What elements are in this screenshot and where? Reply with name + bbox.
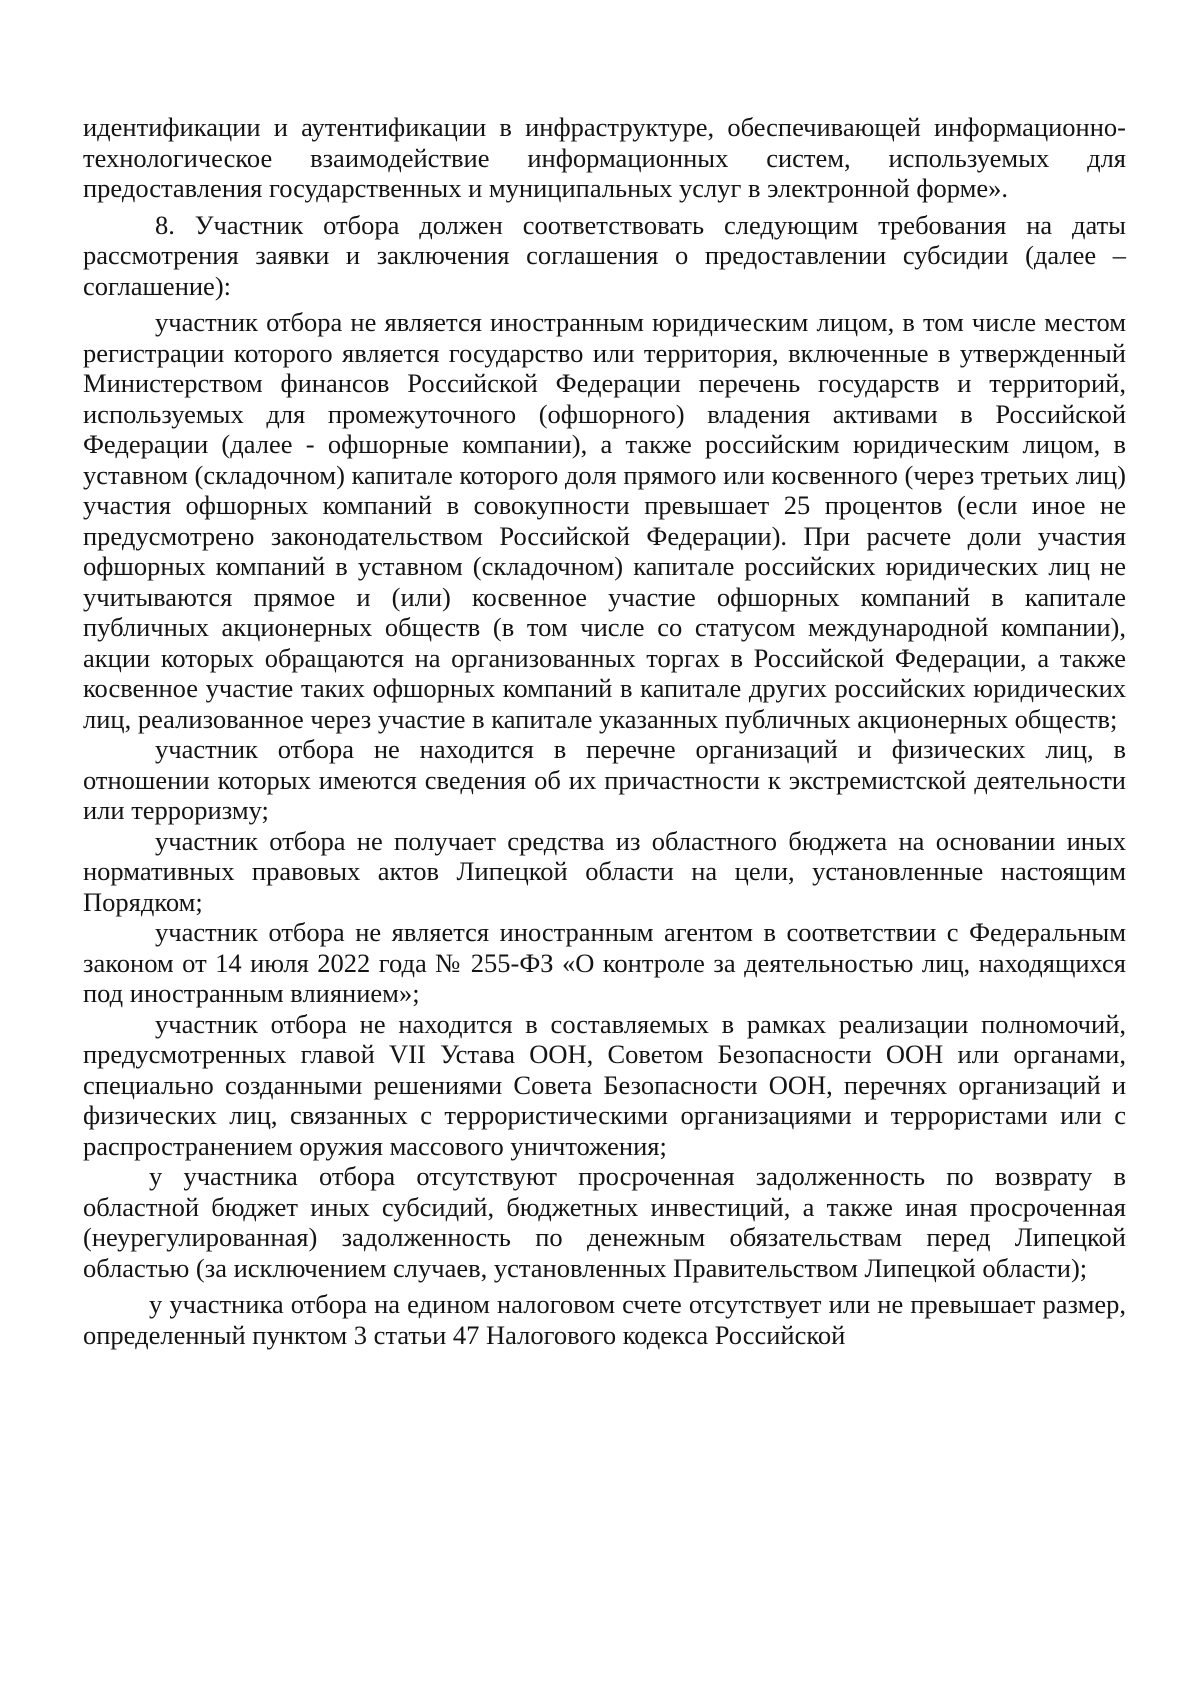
- paragraph-budget-requirement: участник отбора не получает средства из областного бюджета на основании иных нормативных правовых актов Липецкой области на цели, установленные настоящим Порядком;: [83, 825, 1126, 917]
- paragraph-un-list-requirement: участник отбора не находится в составляемых в рамках реализации полномочий, предусмотренных главой VII Устава ООН, Советом Безопасности ООН или органами, специально созданными решениями Совета Безопасности ООН, перечнях организаций и физических лиц, связанных с террористическими организациями и террористами или с распространением оружия массового уничтожения;: [83, 1008, 1126, 1161]
- paragraph-debt-requirement: у участника отбора отсутствуют просроченная задолженность по возврату в областной бюджет иных субсидий, бюджетных инвестиций, а также иная просроченная (неурегулированная) задолженность по денежным обязательствам перед Липецкой областью (за исключением случаев, установленных Правительством Липецкой области);: [83, 1161, 1126, 1283]
- paragraph-offshore-requirement: участник отбора не является иностранным юридическим лицом, в том числе местом регистрации которого является государство или территория, включенные в утвержденный Министерством финансов Российской Федерации перечень государств и территорий, используемых для промежуточного (офшорного) владения активами в Российской Федерации (далее - офшорные компании), а также российским юридическим лицом, в уставном (складочном) капитале которого доля прямого или косвенного (через третьих лиц) участия офшорных компаний в совокупности превышает 25 процентов (если иное не предусмотрено законодательством Российской Федерации). При расчете доли участия офшорных компаний в уставном (складочном) капитале российских юридических лиц не учитываются прямое и (или) косвенное участие офшорных компаний в капитале публичных акционерных обществ (в том числе со статусом международной компании), акции которых обращаются на организованных торгах в Российской Федерации, а также косвенное участие таких офшорных компаний в капитале других российских юридических лиц, реализованное через участие в капитале указанных публичных акционерных обществ;: [83, 307, 1126, 734]
- paragraph-extremism-requirement: участник отбора не находится в перечне организаций и физических лиц, в отношении которых имеются сведения об их причастности к экстремистской деятельности или терроризму;: [83, 734, 1126, 825]
- document-body: [83, 112, 1126, 1350]
- paragraph-tax-requirement: у участника отбора на едином налоговом счете отсутствует или не превышает размер, определенный пунктом 3 статьи 47 Налогового кодекса Российской: [83, 1289, 1126, 1350]
- paragraph-continuation: идентификации и аутентификации в инфраструктуре, обеспечивающей информационно-технологическое взаимодействие информационных систем, используемых для предоставления государственных и муниципальных услуг в электронной форме».: [83, 112, 1126, 203]
- paragraph-item-8: 8. Участник отбора должен соответствовать следующим требования на даты рассмотрения заявки и заключения соглашения о предоставлении субсидии (далее – соглашение):: [83, 209, 1126, 301]
- paragraph-foreign-agent-requirement: участник отбора не является иностранным агентом в соответствии с Федеральным законом от 14 июля 2022 года № 255-ФЗ «О контроле за деятельностью лиц, находящихся под иностранным влиянием»;: [83, 917, 1126, 1008]
